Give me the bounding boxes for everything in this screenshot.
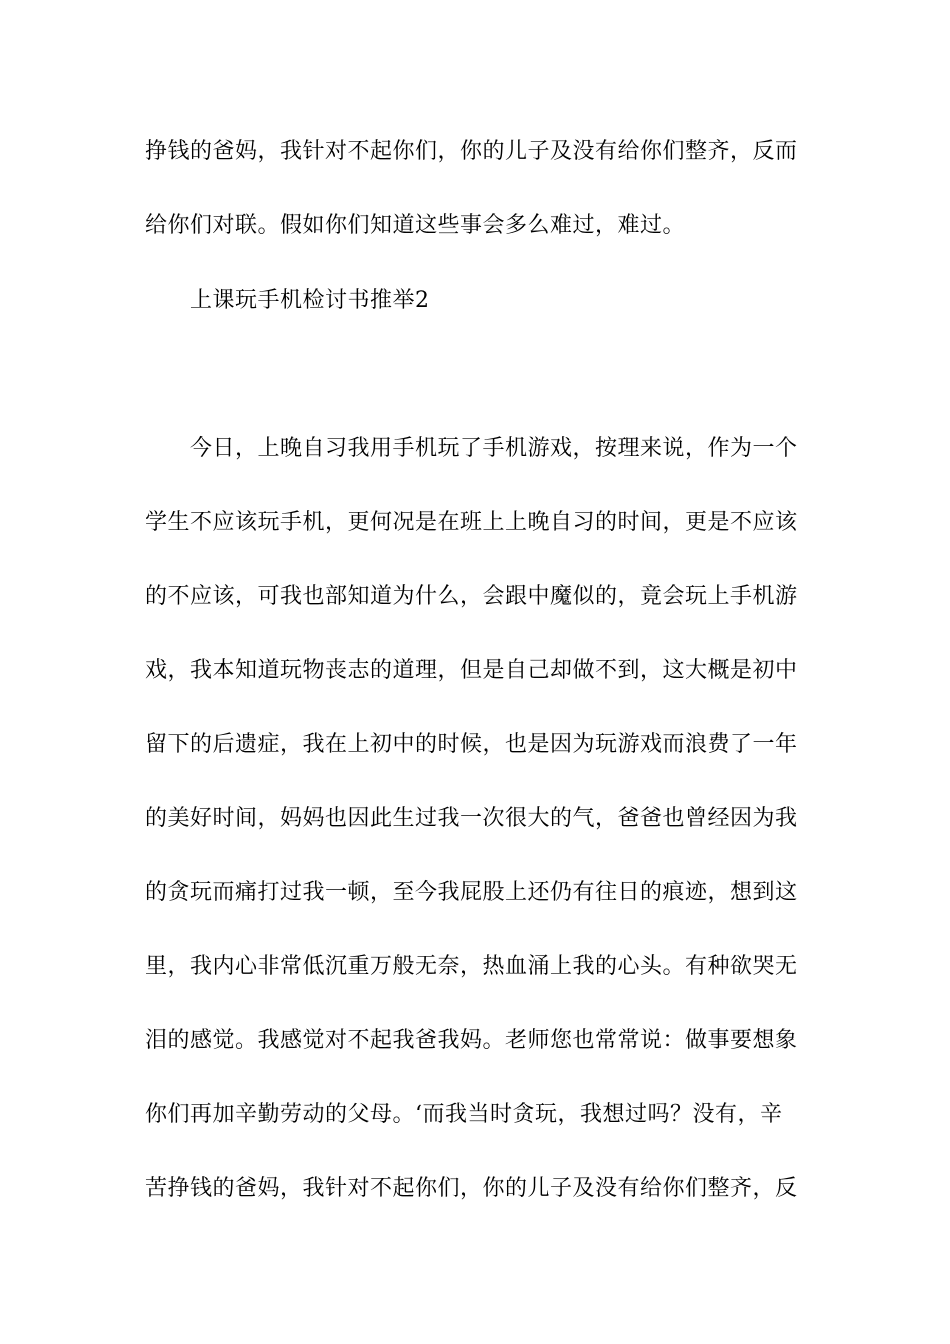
paragraph-line: 戏，我本知道玩物丧志的道理，但是自己却做不到，这大概是初中 — [145, 658, 798, 683]
paragraph-line: 学生不应该玩手机，更何况是在班上上晚自习的时间，更是不应该 — [145, 510, 798, 535]
paragraph-line: 今日，上晚自习我用手机玩了手机游戏，按理来说，作为一个 — [190, 436, 798, 461]
paragraph-line: 挣钱的爸妈，我针对不起你们，你的儿子及没有给你们整齐，反而 — [145, 139, 798, 164]
paragraph-line: 的美好时间，妈妈也因此生过我一次很大的气，爸爸也曾经因为我 — [145, 806, 798, 831]
paragraph-line: 留下的后遗症，我在上初中的时候，也是因为玩游戏而浪费了一年 — [145, 732, 798, 757]
paragraph-line: 的贪玩而痛打过我一顿，至今我屁股上还仍有往日的痕迹，想到这 — [145, 880, 798, 905]
paragraph-line: 苦挣钱的爸妈，我针对不起你们，你的儿子及没有给你们整齐，反 — [145, 1176, 798, 1201]
paragraph-line: 里，我内心非常低沉重万般无奈，热血涌上我的心头。有种欲哭无 — [145, 954, 798, 979]
paragraph-line: 给你们对联。假如你们知道这些事会多么难过，难过。 — [145, 213, 686, 238]
paragraph-line: 你们再加辛勤劳动的父母。‘而我当时贪玩，我想过吗？没有，辛 — [145, 1102, 783, 1127]
paragraph-line: 泪的感觉。我感觉对不起我爸我妈。老师您也常常说：做事要想象 — [145, 1028, 798, 1053]
section-title: 上课玩手机检讨书推举2 — [190, 288, 430, 313]
paragraph-line: 的不应该，可我也部知道为什么，会跟中魔似的，竟会玩上手机游 — [145, 584, 798, 609]
